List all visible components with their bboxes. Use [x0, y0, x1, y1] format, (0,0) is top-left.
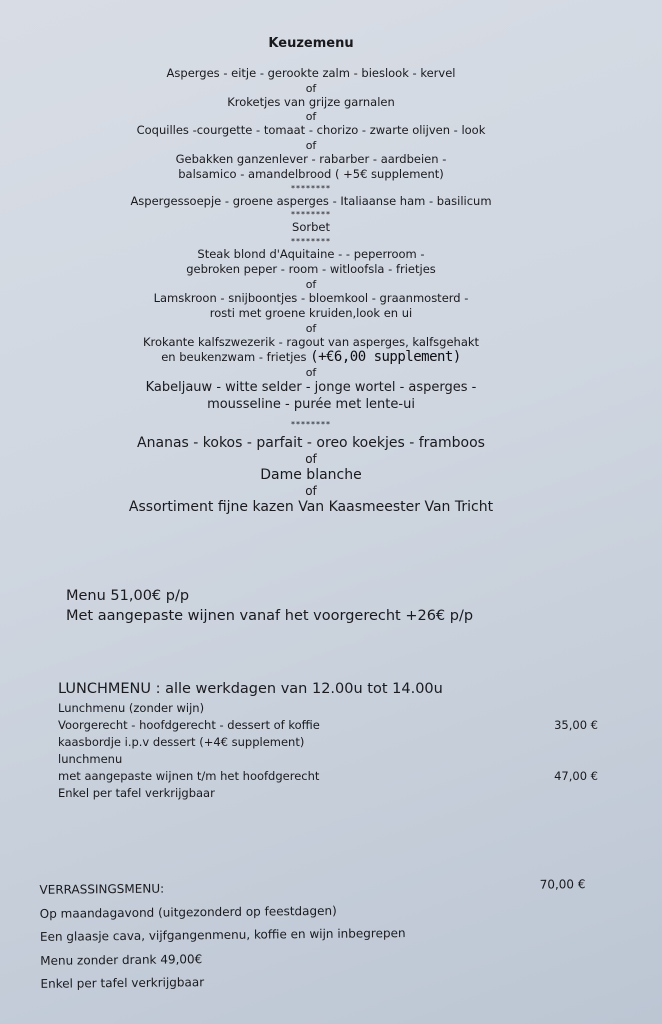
main-kabeljauw-2: mousseline - purée met lente-ui: [207, 396, 415, 412]
surprise-line: Enkel per tafel verkrijgbaar: [40, 975, 205, 991]
or-divider: of: [305, 138, 317, 152]
lunch-line: Enkel per tafel verkrijgbaar: [58, 786, 215, 800]
lunch-title: LUNCHMENU : alle werkdagen van 12.00u tot 14.00u: [58, 681, 443, 697]
menu-title: Keuzemenu: [268, 36, 354, 51]
sorbet: Sorbet: [292, 220, 330, 234]
soup: Aspergessoepje - groene asperges - Italiaanse ham - basilicum: [130, 193, 492, 208]
surprise-line: Menu zonder drank 49,00€: [40, 951, 203, 968]
course-separator: ********: [291, 210, 331, 219]
starter-coquilles: Coquilles -courgette - tomaat - chorizo - zwarte olijven - look: [136, 123, 486, 137]
main-kabeljauw-1: Kabeljauw - witte selder - jonge wortel - asperges -: [145, 379, 477, 395]
menu-price: Menu 51,00€ p/p: [66, 588, 190, 604]
main-kalfszwezerik-2: [0, 350, 622, 366]
or-divider: of: [305, 277, 317, 291]
surprise-price: 70,00 €: [539, 877, 586, 892]
dessert-kazen: Assortiment fijne kazen Van Kaasmeester Van Tricht: [128, 498, 494, 515]
starter-ganzenlever-2: balsamico - amandelbrood ( +5€ supplement): [178, 167, 444, 181]
surprise-line: Een glaasje cava, vijfgangenmenu, koffie en wijn inbegrepen: [39, 926, 406, 944]
lunch-line: lunchmenu: [58, 752, 123, 766]
surprise-section: [39, 873, 586, 996]
or-divider: of: [305, 483, 317, 498]
course-separator: ********: [291, 236, 331, 246]
lunch-line: [58, 717, 598, 734]
main-steak-2: gebroken peper - room - witloofsla - frietjes: [186, 262, 436, 276]
menu-pricing: [66, 586, 473, 626]
main-kalfszwezerik-1: Krokante kalfszwezerik - ragout van asperges, kalfsgehakt: [142, 334, 480, 349]
lunch-price: 35,00 €: [554, 718, 598, 732]
starter-ganzenlever-1: Gebakken ganzenlever - rabarber - aardbeien -: [175, 151, 447, 166]
course-separator: ********: [291, 183, 331, 193]
or-divider: of: [305, 321, 317, 335]
lunch-line: [58, 768, 598, 785]
lunch-line-text: met aangepaste wijnen t/m het hoofdgerecht: [58, 769, 320, 783]
dessert-ananas: Ananas - kokos - parfait - oreo koekjes - framboos: [137, 434, 485, 451]
wine-price: Met aangepaste wijnen vanaf het voorgerecht +26€ p/p: [66, 608, 474, 624]
surprise-line: Op maandagavond (uitgezonderd op feestdagen): [39, 903, 337, 921]
main-steak-1: Steak blond d'Aquitaine - - peperroom -: [197, 246, 425, 261]
main-kalfszwezerik-2-text: en beukenzwam - frietjes: [161, 350, 307, 364]
starter-kroketjes: Kroketjes van grijze garnalen: [227, 94, 395, 109]
course-separator: ********: [291, 419, 331, 429]
surprise-title: VERRASSINGSMENU:: [39, 881, 165, 897]
lunch-wine-price: 47,00 €: [554, 769, 598, 783]
starter-asperges: Asperges - eitje - gerookte zalm - bieslook - kervel: [166, 66, 456, 80]
or-divider: of: [305, 110, 317, 123]
main-lamskroon-2: rosti met groene kruiden,look en ui: [209, 306, 413, 320]
keuzemenu-courses: [0, 66, 622, 516]
or-divider: of: [305, 365, 317, 379]
handwritten-supplement-note: (+€6,00 supplement): [310, 349, 461, 365]
dessert-dame-blanche: Dame blanche: [260, 466, 362, 483]
lunch-section: [58, 680, 598, 802]
or-divider: of: [305, 81, 317, 95]
main-lamskroon-1: Lamskroon - snijboontjes - bloemkool - graanmosterd -: [153, 290, 469, 305]
lunch-line-text: Voorgerecht - hoofdgerecht - dessert of koffie: [58, 718, 320, 732]
or-divider: of: [305, 451, 317, 466]
lunch-line: Lunchmenu (zonder wijn): [58, 701, 205, 715]
lunch-line: kaasbordje i.p.v dessert (+4€ supplement): [58, 735, 305, 749]
